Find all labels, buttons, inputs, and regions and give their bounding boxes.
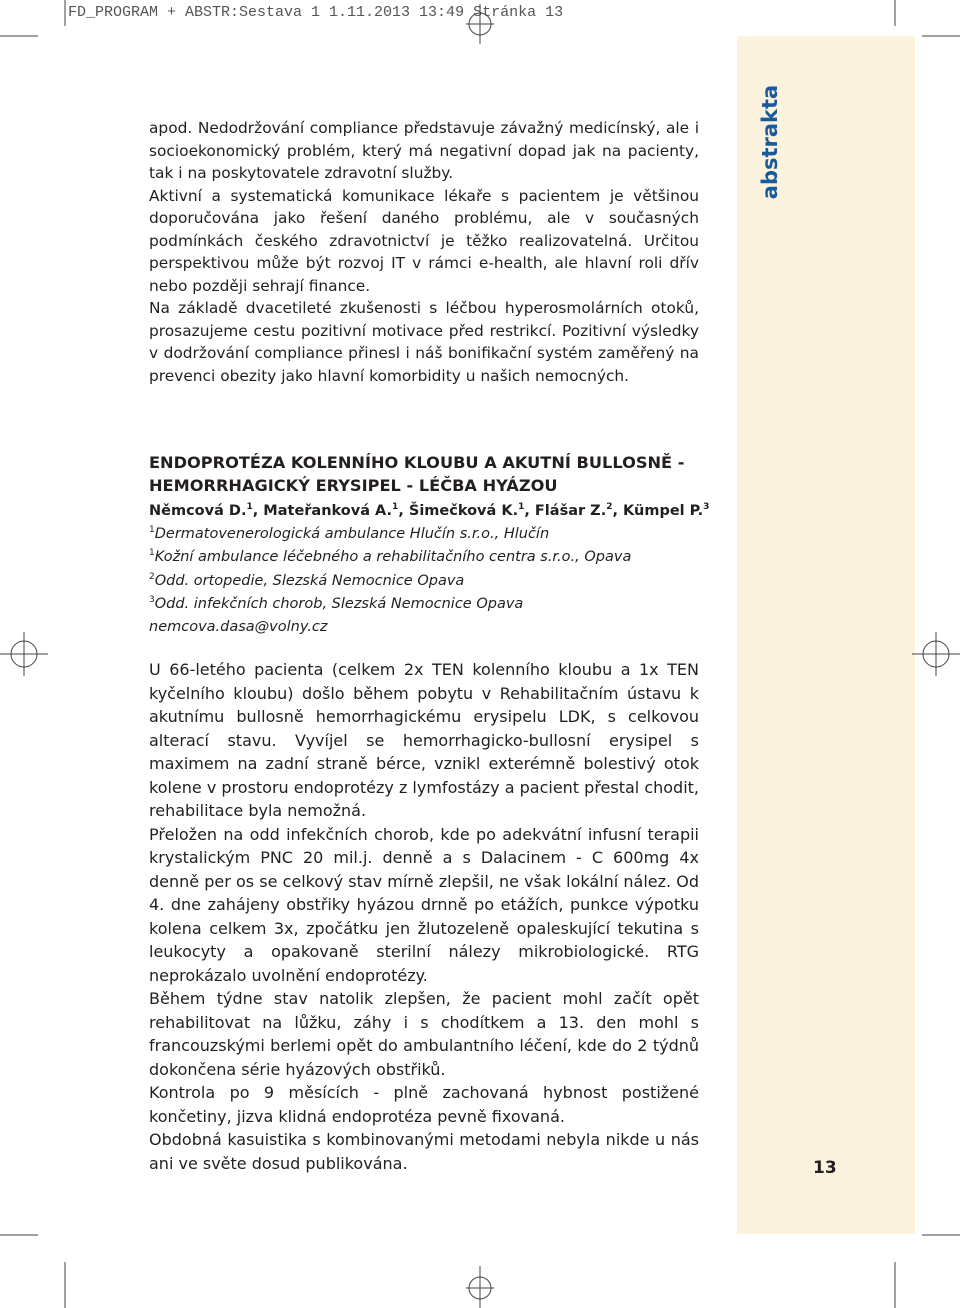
title-line: HEMORRHAGICKÝ ERYSIPEL - LÉČBA HYÁZOU xyxy=(149,476,558,495)
title-line: ENDOPROTÉZA KOLENNÍHO KLOUBU A AKUTNÍ BULLOSNĚ - xyxy=(149,453,685,472)
affiliation-number: 1 xyxy=(149,548,155,559)
author-list xyxy=(149,500,719,522)
author-affiliation-number: 1 xyxy=(518,502,525,513)
paragraph: Kontrola po 9 měsících - plně zachovaná hybnost postižené končetiny, jizva klidná endoprotéza pevně fixovaná. xyxy=(149,1083,699,1126)
author-affiliation-number: 1 xyxy=(392,502,399,513)
paragraph: Přeložen na odd infekčních chorob, kde po adekvátní infusní terapii krystalickým PNC 20 mil.j. denně a s Dalacinem - C 600mg 4x denně per os se celkový stav mírně zlepšil, ne však lokální nález. Od 4. dne zahájeny obstřiky hyázou drnně po etážích, punkce výpotku kolena celkem 3x, zpočátku jen žlutozeleně opaleskující tekutina s leukocyty a opakovaně sterilní nálezy mikrobiologické. RTG neprokázalo uvolnění endoprotézy. xyxy=(149,824,699,985)
affiliation xyxy=(149,523,719,546)
author: Němcová D. xyxy=(149,503,247,519)
author: Kümpel P. xyxy=(623,503,704,519)
affiliation-text: Kožní ambulance léčebného a rehabilitačního centra s.r.o., Opava xyxy=(154,549,632,566)
affiliation-number: 2 xyxy=(149,571,155,582)
article-body xyxy=(149,658,699,1175)
affiliation xyxy=(149,546,719,569)
author: Flášar Z. xyxy=(534,503,607,519)
affiliation-text: Odd. infekčních chorob, Slezská Nemocnice Opava xyxy=(154,595,524,612)
paragraph: U 66-letého pacienta (celkem 2x TEN kolenního kloubu a 1x TEN kyčelního kloubu) došlo během pobytu v Rehabilitačním ústavu k akutnímu bullosně hemorrhagickému erysipelu LDK, s celkovou alterací stavu. Vyvíjel se hemorrhagicko-bullosní erysipel s maximem na zadní straně bérce, vznikl exterémně bolestivý otok kolene v prostoru endoprotézy z lymfostázy a pacient přestal chodit, rehabilitace byla nemožná. xyxy=(149,660,700,820)
author-affiliation-number: 3 xyxy=(703,502,710,513)
author-separator: , xyxy=(252,503,264,519)
section-label-text: abstrakta xyxy=(758,84,783,200)
previous-abstract-continuation xyxy=(149,117,699,387)
affiliation xyxy=(149,570,719,593)
author-separator: , xyxy=(612,503,624,519)
author: Šimečková K. xyxy=(408,503,519,519)
author-affiliation-number: 1 xyxy=(246,502,253,513)
print-slug-line: FD_PROGRAM + ABSTR:Sestava 1 1.11.2013 13:49 Stránka 13 xyxy=(68,4,564,21)
paragraph: Během týdne stav natolik zlepšen, že pacient mohl začít opět rehabilitovat na lůžku, záhy i s chodítkem a 13. den mohl s francouzskými berlemi opět do ambulantního léčení, kde do 2 týdnů dokončena série hyázových obstřiků. xyxy=(149,989,699,1079)
affiliation xyxy=(149,593,719,616)
paragraph: Obdobná kasuistika s kombinovanými metodami nebyla nikde u nás ani ve světe dosud publikována. xyxy=(149,1130,699,1173)
affiliation-number: 3 xyxy=(149,595,155,606)
author: Mateřanková A. xyxy=(263,503,393,519)
paragraph: apod. Nedodržování compliance představuje závažný medicínský, ale i socioekonomický problém, který má negativní dopad jak na pacienty, tak i na poskytovatele zdravotní služby. xyxy=(149,119,699,182)
author-separator: , xyxy=(524,503,535,519)
affiliation-list xyxy=(149,523,719,639)
author-separator: , xyxy=(398,503,409,519)
affiliation-number: 1 xyxy=(149,525,155,536)
paragraph: Na základě dvacetileté zkušenosti s léčbou hyperosmolárních otoků, prosazujeme cestu pozitivní motivace před restrikcí. Pozitivní výsledky v dodržování compliance přinesl i náš bonifikační systém zaměřený na prevenci obezity jako hlavní komorbidity u našich nemocných. xyxy=(149,299,699,385)
page-number: 13 xyxy=(813,1158,837,1178)
contact-email: nemcova.dasa@volny.cz xyxy=(149,619,328,636)
affiliation-text: Dermatovenerologická ambulance Hlučín s.r.o., Hlučín xyxy=(154,526,550,542)
article-title xyxy=(149,451,719,497)
paragraph: Aktivní a systematická komunikace lékaře s pacientem je většinou doporučována jako řešení daného problému, ale v současných podmínkách českého zdravotnictví je těžko realizovatelná. Určitou perspektivou může být rozvoj IT v rámci e-health, ale hlavní roli dřív nebo později sehrají finance. xyxy=(149,186,699,295)
author-affiliation-number: 2 xyxy=(606,502,613,513)
affiliation-text: Odd. ortopedie, Slezská Nemocnice Opava xyxy=(154,572,465,589)
